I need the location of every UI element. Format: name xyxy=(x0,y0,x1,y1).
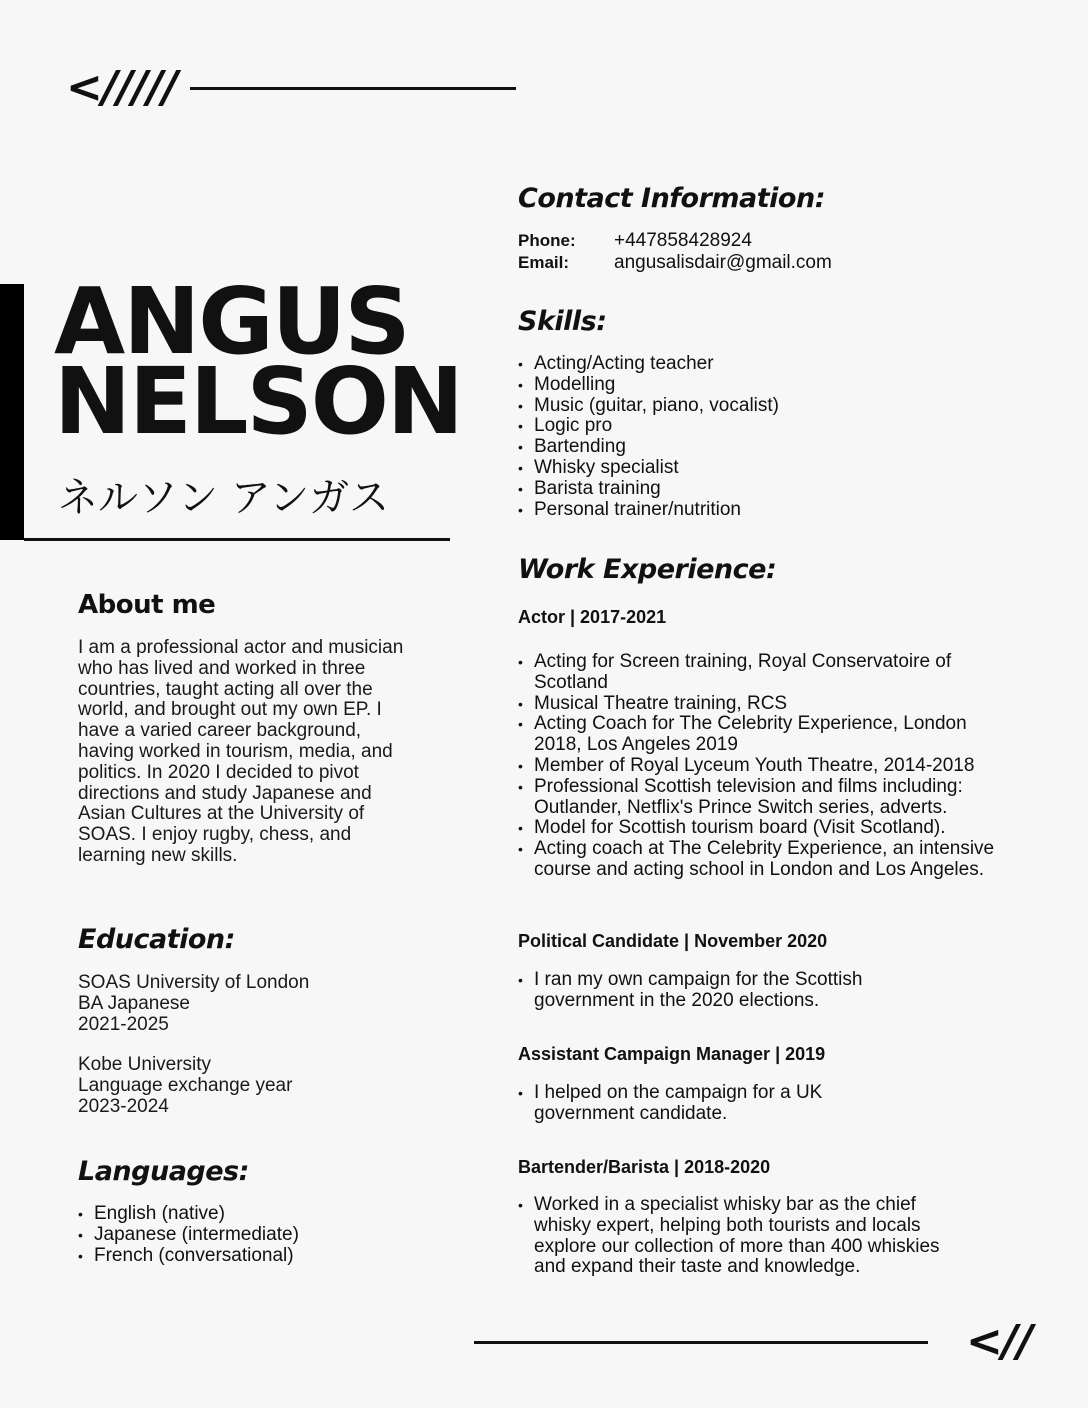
last-name: NELSON xyxy=(54,348,462,455)
languages-heading: Languages: xyxy=(78,1156,249,1187)
first-name: ANGUS xyxy=(54,268,409,375)
job-title: Assistant Campaign Manager | 2019 xyxy=(518,1044,826,1064)
about-text: I am a professional actor and musician who has lived and worked in three countries, taught acting all over the world, and brought out my own EP. I have a varied career background, having worked in tourism, media, and politics. In 2020 I decided to pivot directions and study Japanese and Asian Cultures at the University of SOAS. I enjoy rugby, chess, and learning new skills. xyxy=(78,637,404,866)
email-value: angusalisdair@gmail.com xyxy=(614,252,832,273)
education-entry xyxy=(78,1055,438,1117)
about-heading: About me xyxy=(78,590,216,620)
skills-list xyxy=(518,354,1018,520)
list-item: • Japanese (intermediate) xyxy=(78,1225,438,1246)
list-item: • French (conversational) xyxy=(78,1246,438,1267)
list-item: • Worked in a specialist whisky bar as the chief whisky expert, helping both tourists and locals explore our collection of more than 400 whiskies and expand their taste and knowledge. xyxy=(518,1195,973,1278)
list-item: • Personal trainer/nutrition xyxy=(518,500,1018,521)
phone-value: +447858428924 xyxy=(614,230,752,251)
list-item: • Logic pro xyxy=(518,416,1018,437)
job-title: Actor | 2017-2021 xyxy=(518,607,667,627)
education-school: SOAS University of London xyxy=(78,972,310,993)
name-divider xyxy=(24,538,450,541)
job-duties xyxy=(518,970,938,1012)
list-item: • Musical Theatre training, RCS xyxy=(518,694,1008,715)
logo-mark-bottom: <// xyxy=(966,1316,1033,1367)
education-school: Kobe University xyxy=(78,1054,212,1075)
education-years: 2023-2024 xyxy=(78,1095,169,1117)
education-heading: Education: xyxy=(78,924,235,955)
email-label: Email: xyxy=(518,253,570,272)
job-title: Bartender/Barista | 2018-2020 xyxy=(518,1157,771,1177)
logo-mark-top: <///// xyxy=(66,62,178,113)
contact-email xyxy=(518,252,832,274)
job-duties xyxy=(518,1083,898,1125)
list-item: • Acting/Acting teacher xyxy=(518,354,1018,375)
list-item: • Whisky specialist xyxy=(518,458,1018,479)
list-item: • Acting coach at The Celebrity Experience, an intensive course and acting school in London and Los Angeles. xyxy=(518,839,1008,881)
list-item: • Acting Coach for The Celebrity Experience, London 2018, Los Angeles 2019 xyxy=(518,714,1008,756)
work-heading: Work Experience: xyxy=(518,554,777,585)
education-degree: BA Japanese xyxy=(78,992,190,1014)
japanese-name: ネルソン アンガス xyxy=(58,475,390,521)
contact-phone xyxy=(518,230,752,252)
list-item: • Model for Scottish tourism board (Visit Scotland). xyxy=(518,818,1008,839)
education-years: 2021-2025 xyxy=(78,1013,169,1035)
list-item: • Acting for Screen training, Royal Conservatoire of Scotland xyxy=(518,652,1008,694)
phone-label: Phone: xyxy=(518,231,576,250)
bottom-divider xyxy=(474,1341,928,1344)
education-degree: Language exchange year xyxy=(78,1074,293,1096)
languages-list xyxy=(78,1204,438,1266)
list-item: • Barista training xyxy=(518,479,1018,500)
name-accent-bar xyxy=(0,284,24,540)
list-item: • I ran my own campaign for the Scottish government in the 2020 elections. xyxy=(518,970,938,1012)
job-duties xyxy=(518,652,1008,881)
skills-heading: Skills: xyxy=(518,306,607,337)
education-entry xyxy=(78,973,438,1035)
name-heading xyxy=(54,268,462,455)
list-item: • Music (guitar, piano, vocalist) xyxy=(518,396,1018,417)
list-item: • English (native) xyxy=(78,1204,438,1225)
list-item: • I helped on the campaign for a UK government candidate. xyxy=(518,1083,898,1125)
job-title: Political Candidate | November 2020 xyxy=(518,931,828,951)
list-item: • Member of Royal Lyceum Youth Theatre, 2014-2018 xyxy=(518,756,1008,777)
top-divider xyxy=(190,87,516,90)
contact-heading: Contact Information: xyxy=(518,183,825,214)
job-duties xyxy=(518,1195,973,1278)
list-item: • Modelling xyxy=(518,375,1018,396)
list-item: • Professional Scottish television and films including: Outlander, Netflix's Prince Switch series, adverts. xyxy=(518,777,1008,819)
list-item: • Bartending xyxy=(518,437,1018,458)
